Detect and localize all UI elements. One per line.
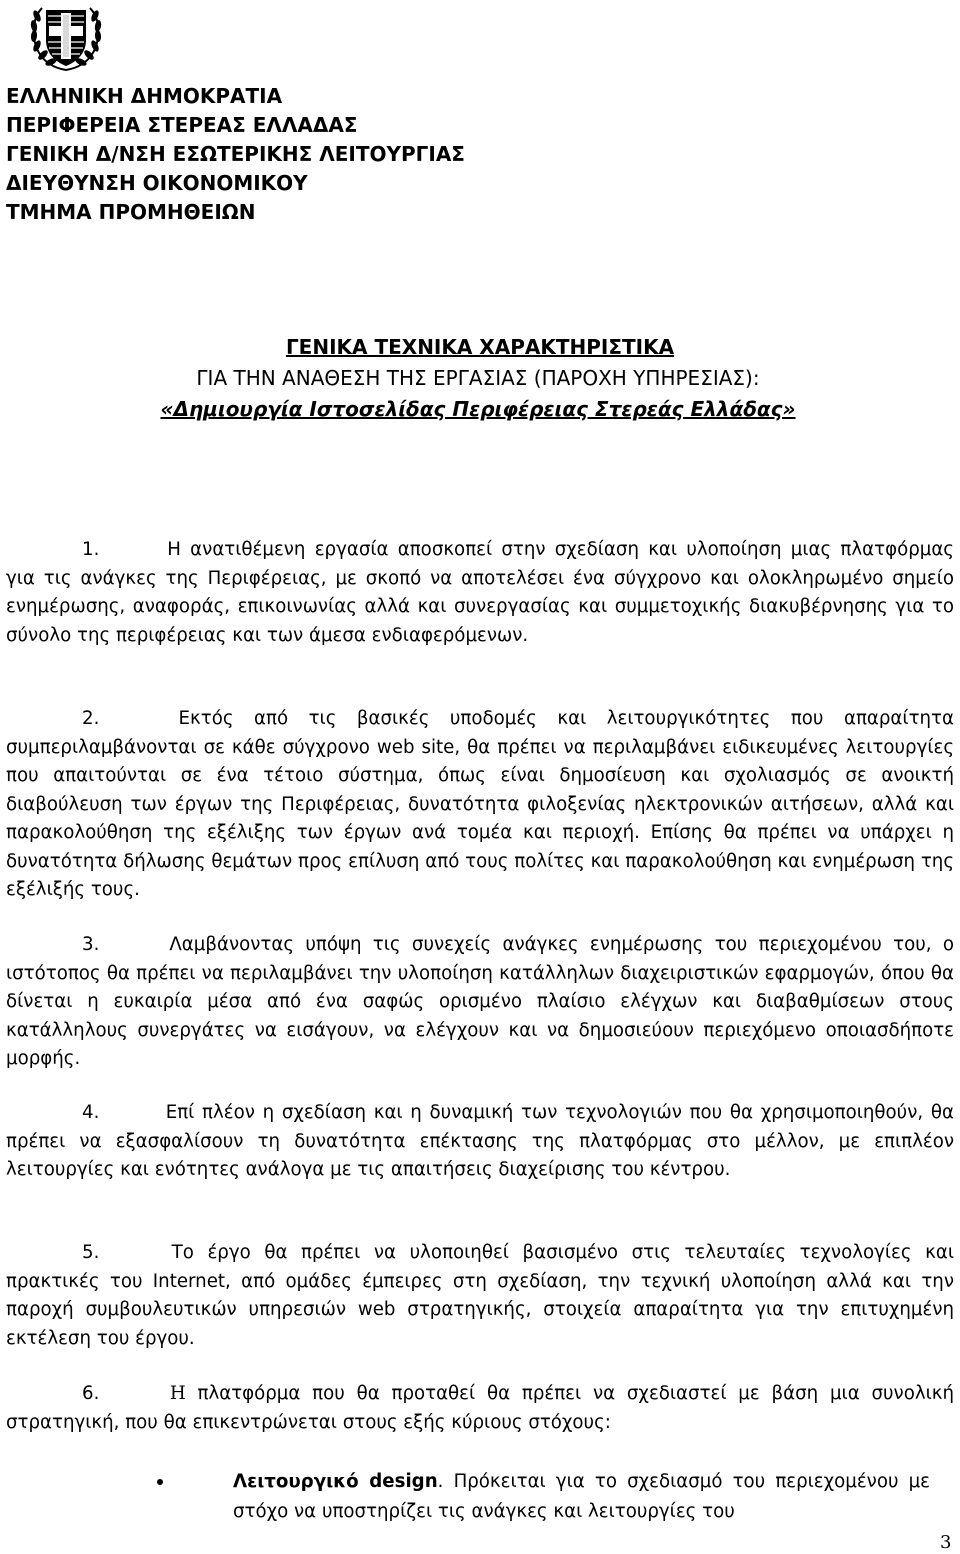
issuing-authority-header bbox=[6, 82, 465, 227]
document-title: ΓΕΝΙΚΑ ΤΕΧΝΙΚΑ ΧΑΡΑΚΤΗΡΙΣΤΙΚΑ bbox=[285, 335, 675, 359]
paragraph-4 bbox=[6, 1099, 954, 1185]
paragraph-2 bbox=[6, 705, 954, 905]
page-number: 3 bbox=[940, 1532, 952, 1553]
bullet-text: . Πρόκειται για το σχεδιασμό του περιεχομένου με στόχο να υποστηρίζει τις ανάγκες και λειτουργίες του bbox=[233, 1471, 931, 1522]
header-line-directorate-general: ΓΕΝΙΚΗ Δ/ΝΣΗ ΕΣΩΤΕΡΙΚΗΣ ΛΕΙΤΟΥΡΓΙΑΣ bbox=[6, 142, 465, 166]
paragraph-1 bbox=[6, 536, 954, 650]
coat-of-arms-icon bbox=[28, 2, 104, 74]
bullet-icon bbox=[157, 1479, 163, 1485]
header-line-directorate: ΔΙΕΥΘΥΝΣΗ ΟΙΚΟΝΟΜΙΚΟΥ bbox=[6, 171, 308, 195]
greek-coat-of-arms-emblem bbox=[28, 2, 104, 74]
paragraph-lead-letter: Η bbox=[169, 1383, 186, 1404]
bullet-term: Λειτουργικό design bbox=[233, 1471, 438, 1492]
paragraph-text: Επί πλέον η σχεδίαση και η δυναμική των τεχνολογιών που θα χρησιμοποιηθούν, θα πρέπει να εξασφαλίσουν τη δυνατότητα επέκτασης της πλατφόρμας στο μέλλον, με επιπλέον λειτουργίες και ενότητες ανάλογα με τις απαιτήσεις διαχείρισης του κέντρου. bbox=[6, 1102, 954, 1180]
paragraph-6 bbox=[6, 1380, 954, 1437]
paragraph-number: 5. bbox=[82, 1242, 100, 1263]
paragraph-text: Η ανατιθέμενη εργασία αποσκοπεί στην σχεδίαση και υλοποίηση μιας πλατφόρμας για τις ανάγκες της Περιφέρειας, με σκοπό να αποτελέσει ένα σύγχρονο και ολοκληρωμένο σημείο ενημέρωσης, αναφοράς, επικοινωνίας αλλά και συνεργασίας και συμμετοχικής διακυβέρνησης για το σύνολο της περιφέρειας και των άμεσα ενδιαφερόμενων. bbox=[6, 539, 954, 646]
paragraph-number: 1. bbox=[82, 539, 100, 560]
paragraph-number: 6. bbox=[82, 1383, 100, 1404]
document-subtitle: ΓΙΑ ΤΗΝ ΑΝΑΘΕΣΗ ΤΗΣ ΕΡΓΑΣΙΑΣ (ΠΑΡΟΧΗ ΥΠΗΡΕΣΙΑΣ): bbox=[196, 366, 760, 390]
paragraph-text: Λαμβάνοντας υπόψη τις συνεχείς ανάγκες ενημέρωσης του περιεχομένου του, ο ιστότοπος θα πρέπει να περιλαμβάνει την υλοποίηση κατάλληλων διαχειριστικών εφαρμογών, όπου θα δίνεται η ευκαιρία μέσα από ένα σαφώς ορισμένο πλαίσιο ελέγχων και διαβαθμίσεων στους κατάλληλους συνεργάτες να εισάγουν, να ελέγχουν και να δημοσιεύουν περιεχόμενο οποιασδήποτε μορφής. bbox=[6, 934, 954, 1069]
paragraph-number: 2. bbox=[82, 708, 100, 729]
paragraph-text: πλατφόρμα που θα προταθεί θα πρέπει να σχεδιαστεί με βάση μια συνολική στρατηγική, που θα επικεντρώνεται στους εξής κύριους στόχους: bbox=[6, 1383, 954, 1433]
header-line-department: ΤΜΗΜΑ ΠΡΟΜΗΘΕΙΩΝ bbox=[6, 200, 256, 224]
paragraph-number: 3. bbox=[82, 934, 100, 955]
header-line-region: ΠΕΡΙΦΕΡΕΙΑ ΣΤΕΡΕΑΣ ΕΛΛΑΔΑΣ bbox=[6, 113, 358, 137]
paragraph-text: Εκτός από τις βασικές υποδομές και λειτουργικότητες που απαραίτητα συμπεριλαμβάνονται σε κάθε σύγχρονο web site, θα πρέπει να περιλαμβάνει ειδικευμένες λειτουργίες που απαιτούνται σε ένα τέτοιο σύστημα, όπως είναι δημοσίευση και σχολιασμός σε ανοικτή διαβούλευση των έργων της Περιφέρειας, δυνατότητα φιλοξενίας ηλεκτρονικών αιτήσεων, αλλά και παρακολούθηση της εξέλιξης των έργων ανά τομέα και περιοχή. Επίσης θα πρέπει να υπάρχει η δυνατότητα δήλωσης θεμάτων προς επίλυση από τους πολίτες και παρακολούθηση και ενημέρωση της εξέλιξής τους. bbox=[6, 708, 954, 900]
paragraph-5 bbox=[6, 1239, 954, 1353]
document-title-block bbox=[0, 332, 960, 425]
paragraph-text: Το έργο θα πρέπει να υλοποιηθεί βασισμένο στις τελευταίες τεχνολογίες και πρακτικές του Internet, από ομάδες έμπειρες στη σχεδίαση, την τεχνική υλοποίηση αλλά και την παροχή συμβουλευτικών υπηρεσιών web στρατηγικής, στοιχεία απαραίτητα για την επιτυχημένη εκτέλεση του έργου. bbox=[6, 1242, 954, 1349]
paragraph-3 bbox=[6, 931, 954, 1074]
header-line-republic: ΕΛΛΗΝΙΚΗ ΔΗΜΟΚΡΑΤΙΑ bbox=[6, 84, 283, 108]
bullet-list-item bbox=[160, 1467, 930, 1527]
project-name: «Δημιουργία Ιστοσελίδας Περιφέρειας Στερεάς Ελλάδας» bbox=[160, 397, 796, 421]
paragraph-number: 4. bbox=[82, 1102, 100, 1123]
